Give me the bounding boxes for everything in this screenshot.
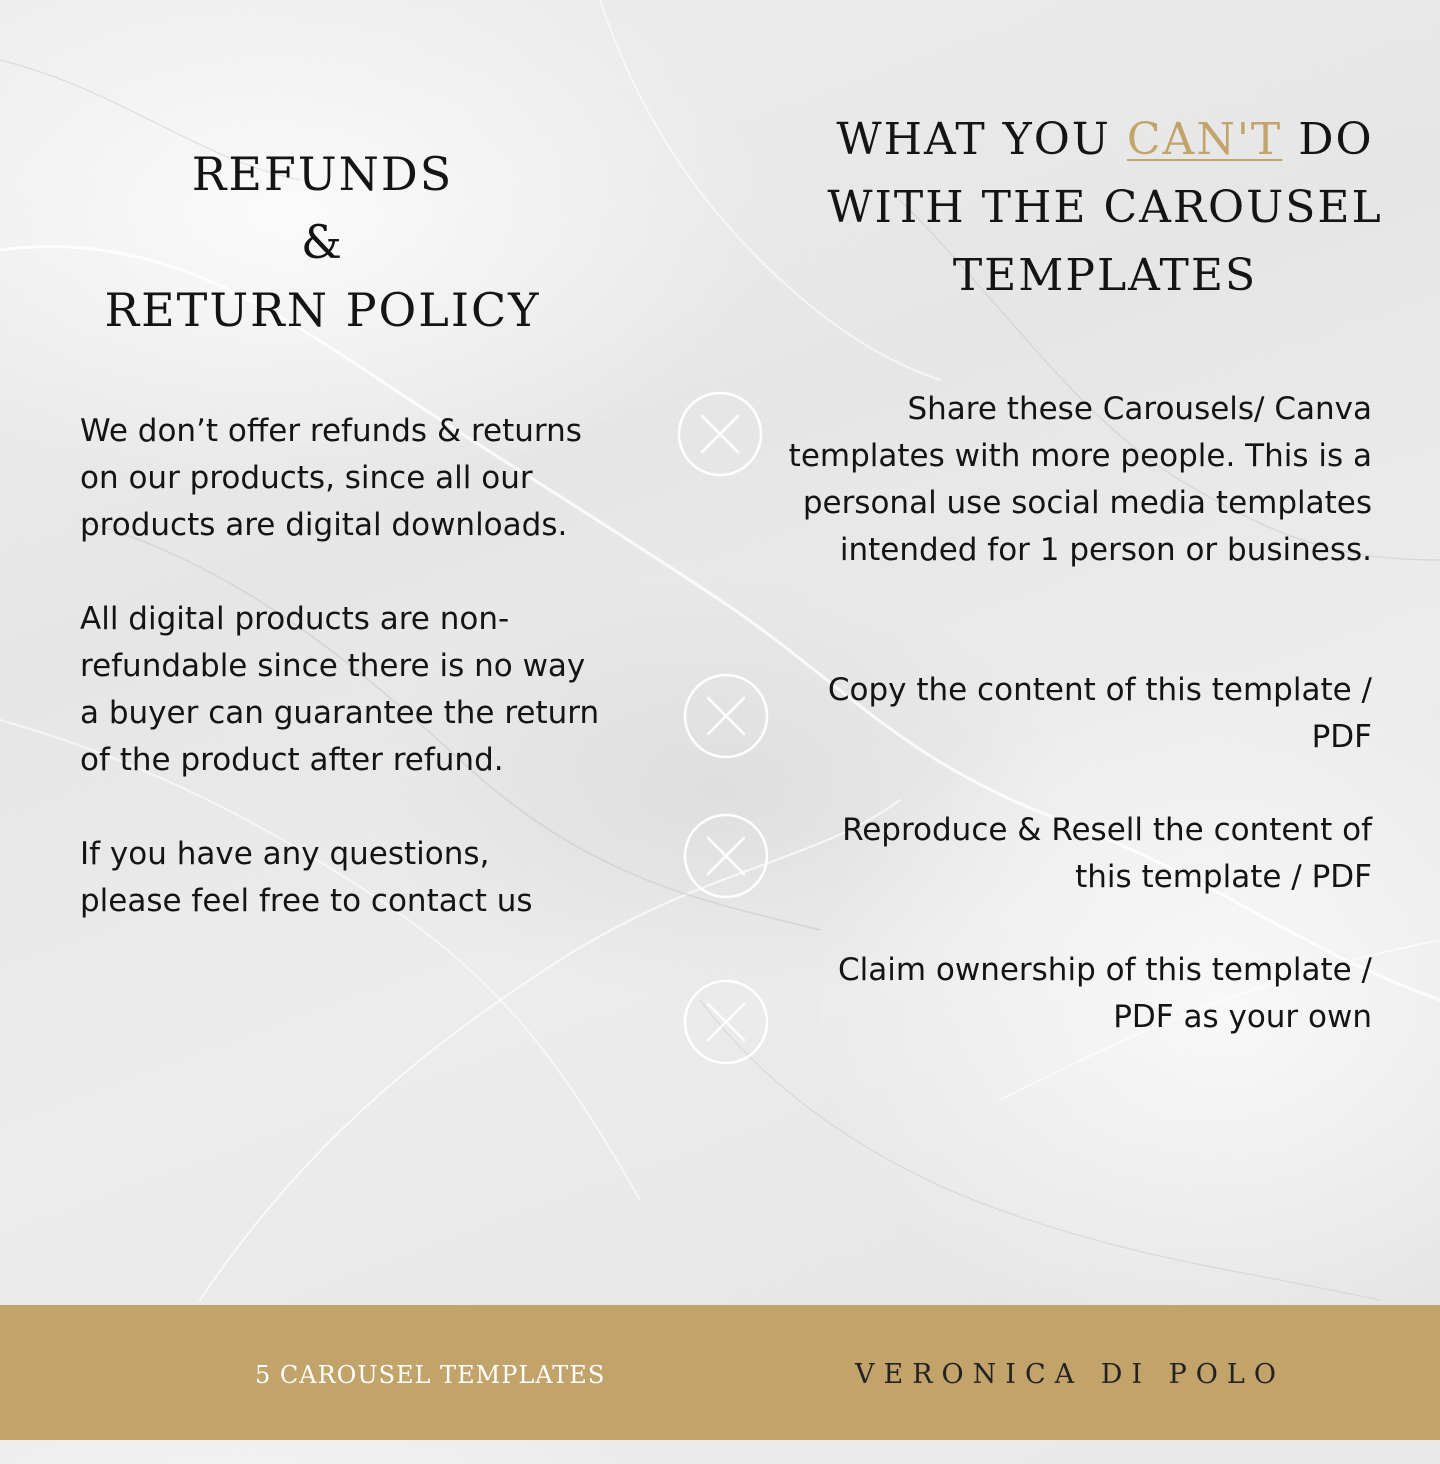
x-circle-icon	[683, 979, 769, 1065]
restrictions-title	[805, 106, 1405, 310]
policy-paragraph: We don’t offer refunds & returns on our products, since all our products are digital downloads.	[80, 413, 582, 543]
policy-text	[80, 408, 600, 972]
policy-paragraph: All digital products are non-refundable since there is no way a buyer can guarantee the return of the product after refund.	[80, 601, 600, 778]
title-line: REFUNDS	[191, 147, 454, 201]
title-line: RETURN POLICY	[104, 283, 541, 337]
refund-policy-title	[80, 140, 565, 344]
cant-accent-text: CAN'T	[1126, 114, 1283, 165]
restriction-item-share: Share these Carousels/ Canva templates with more people. This is a personal use social media templates intended for 1 person or business.	[788, 391, 1372, 568]
title-line: &	[301, 215, 344, 269]
footer-bar	[0, 1305, 1440, 1440]
restriction-item-copy: Copy the content of this template / PDF	[827, 672, 1372, 755]
title-line: TEMPLATES	[952, 250, 1258, 301]
x-circle-icon	[683, 673, 769, 759]
title-line: WITH THE CAROUSEL	[827, 182, 1383, 233]
restriction-item-resell: Reproduce & Resell the content of this template / PDF	[842, 812, 1372, 895]
x-circle-icon	[677, 391, 763, 477]
footer-product-label: 5 CAROUSEL TEMPLATES	[255, 1361, 606, 1389]
footer-brand-name: VERONICA DI POLO	[855, 1359, 1285, 1390]
title-text: DO	[1282, 114, 1374, 165]
restriction-item-ownership: Claim ownership of this template / PDF as your own	[837, 952, 1372, 1035]
title-text: WHAT YOU	[836, 114, 1127, 165]
x-circle-icon	[683, 813, 769, 899]
policy-paragraph: If you have any questions, please feel free to contact us	[80, 836, 533, 919]
title-line	[805, 106, 1405, 174]
